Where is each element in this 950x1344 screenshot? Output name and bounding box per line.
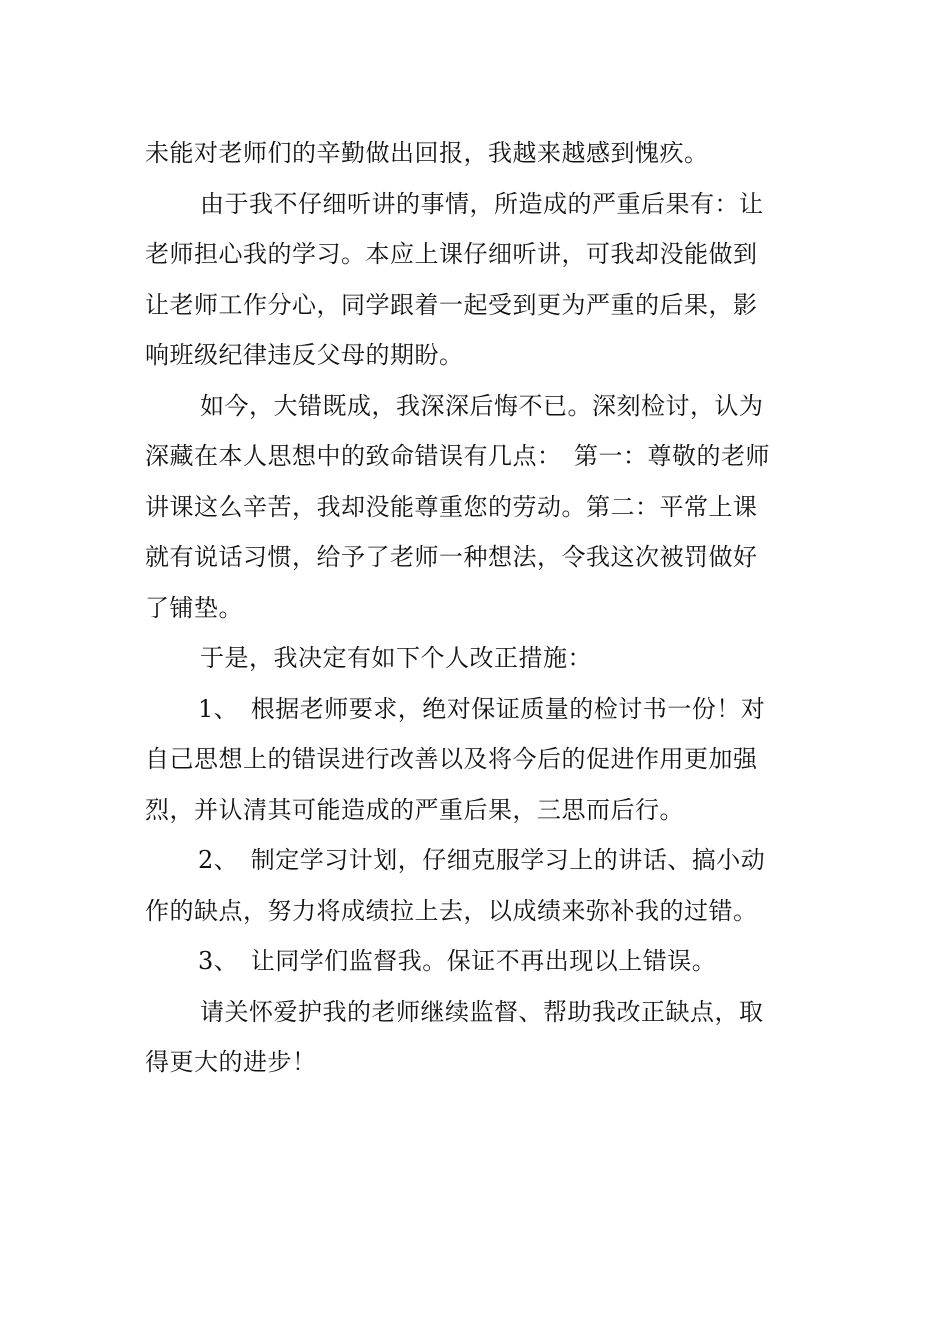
paragraph-line: 作的缺点，努力将成绩拉上去，以成绩来弥补我的过错。 — [145, 896, 758, 925]
paragraph-line: 让老师工作分心，同学跟着一起受到更为严重的后果，影 — [145, 290, 758, 319]
paragraph-line: 响班级纪律违反父母的期盼。 — [145, 341, 464, 369]
document-body — [145, 128, 807, 1088]
paragraph-line: 未能对老师们的辛勤做出回报，我越来越感到愧疚。 — [145, 139, 709, 167]
list-item-line: 2、 制定学习计划，仔细克服学习上的讲话、搞小动 — [198, 846, 766, 874]
list-item-line: 1、 根据老师要求，绝对保证质量的检讨书一份！对 — [198, 694, 766, 723]
list-item-line: 3、 让同学们监督我。保证不再出现以上错误。 — [198, 947, 717, 975]
paragraph-line: 深藏在本人思想中的致命错误有几点： 第一：尊敬的老师 — [145, 442, 770, 470]
paragraph-line: 了铺垫。 — [145, 593, 243, 622]
paragraph-line: 讲课这么辛苦，我却没能尊重您的劳动。第二：平常上课 — [145, 492, 758, 521]
paragraph-line: 就有说话习惯，给予了老师一种想法，令我这次被罚做好 — [145, 543, 758, 571]
paragraph-line: 如今，大错既成，我深深后悔不已。深刻检讨，认为 — [200, 391, 764, 420]
paragraph-line: 由于我不仔细听讲的事情，所造成的严重后果有：让 — [200, 189, 764, 218]
paragraph-line: 烈，并认清其可能造成的严重后果，三思而后行。 — [145, 795, 684, 824]
paragraph-line: 老师担心我的学习。本应上课仔细听讲，可我却没能做到 — [145, 240, 758, 268]
paragraph-line: 得更大的进步！ — [145, 1048, 317, 1076]
paragraph-line: 自己思想上的错误进行改善以及将今后的促进作用更加强 — [145, 745, 758, 773]
paragraph-line: 于是，我决定有如下个人改正措施： — [200, 644, 592, 672]
paragraph-line: 请关怀爱护我的老师继续监督、帮助我改正缺点，取 — [200, 997, 764, 1026]
